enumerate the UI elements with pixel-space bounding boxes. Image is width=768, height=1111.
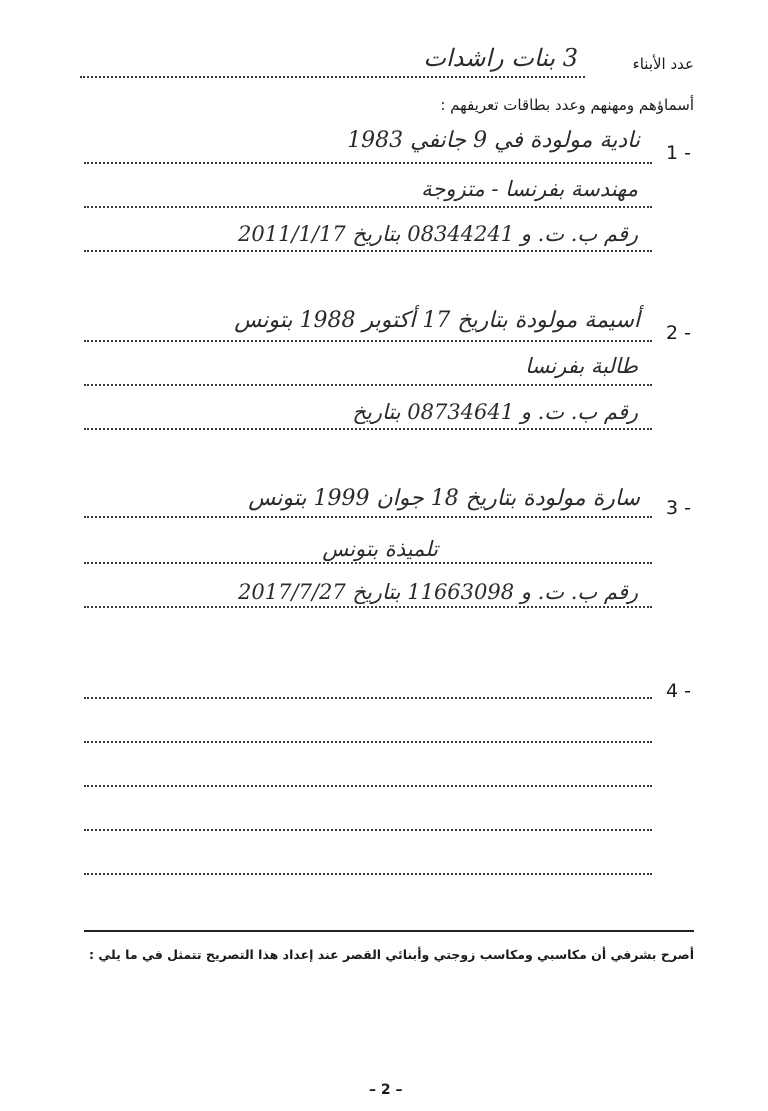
entry-1-number: 1 -: [666, 142, 691, 164]
entry-3-line-1-dots: [84, 516, 652, 518]
entry-1-line-1: نادية مولودة في 9 جانفي 1983: [347, 128, 640, 153]
entry-2-line-3: رقم ب. ت. و 08734641 بتاريخ: [352, 400, 638, 424]
entry-3-line-1: سارة مولودة بتاريخ 18 جوان 1999 بتونس: [248, 486, 640, 511]
entry-2-line-3-dots: [84, 428, 652, 430]
entry-2-line-2: طالبة بفرنسا: [525, 354, 638, 378]
entry-1-line-3-dots: [84, 250, 652, 252]
entry-3-number: 3 -: [666, 497, 691, 519]
entry-2-line-1-dots: [84, 340, 652, 342]
page-number: – 2 –: [369, 1082, 403, 1098]
entry-3-line-2: تلميذة بتونس: [322, 537, 438, 561]
entry-4-line-1-dots: [84, 697, 652, 699]
entry-1-line-2: مهندسة بفرنسا - متزوجة: [421, 177, 638, 201]
entry-2-line-2-dots: [84, 384, 652, 386]
entry-2-line-1: أسيمة مولودة بتاريخ 17 أكتوبر 1988 بتونس: [234, 308, 640, 333]
entry-4-line-2-dots: [84, 741, 652, 743]
entry-2-number: 2 -: [666, 322, 691, 344]
declaration-text: أصرح بشرفي أن مكاسبي ومكاسب زوجتي وأبنائي القصر عند إعداد هذا التصريح تتمثل في ما يلي :: [89, 947, 694, 962]
children-count-value: 3 بنات راشدات: [423, 44, 578, 72]
section-divider: [84, 930, 694, 932]
entry-4-number: 4 -: [666, 680, 691, 702]
children-count-dots: [80, 76, 585, 78]
entry-1-line-2-dots: [84, 206, 652, 208]
entry-4-line-3-dots: [84, 785, 652, 787]
entry-3-line-3-dots: [84, 606, 652, 608]
children-count-label: عدد الأبناء: [632, 55, 694, 73]
entry-3-line-3: رقم ب. ت. و 11663098 بتاريخ 2017/7/27: [238, 580, 638, 604]
entry-1-line-3: رقم ب. ت. و 08344241 بتاريخ 2011/1/17: [238, 222, 638, 246]
entry-1-line-1-dots: [84, 162, 652, 164]
entry-3-line-2-dots: [84, 562, 652, 564]
names-heading: أسماؤهم ومهنهم وعدد بطاقات تعريفهم :: [440, 96, 694, 114]
entry-4-line-4-dots: [84, 829, 652, 831]
entry-4-line-5-dots: [84, 873, 652, 875]
